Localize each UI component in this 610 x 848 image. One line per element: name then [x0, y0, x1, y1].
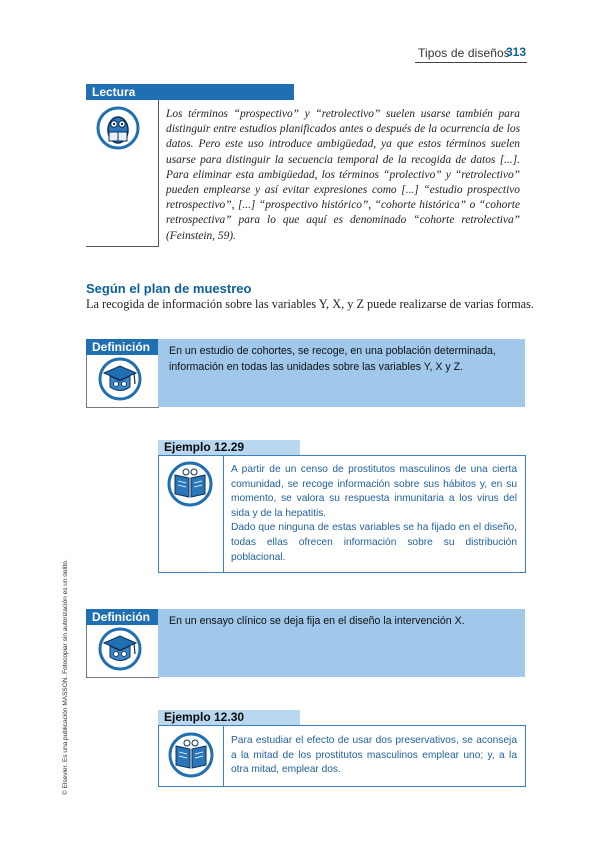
- lectura-label: Lectura: [86, 84, 294, 100]
- ejemplo-2-icon-column: [159, 726, 224, 786]
- open-book-character-icon: [167, 461, 213, 507]
- definicion-2-body: [158, 609, 525, 677]
- ejemplo-1-label: Ejemplo 12.29: [158, 440, 300, 455]
- ejemplo-1-icon-column: [159, 456, 224, 572]
- ejemplo-2-body: [158, 725, 526, 787]
- definicion-2-icon-column: [86, 625, 159, 678]
- ejemplo-2-text: Para estudiar el efecto de usar dos preservativos, se aconseja a la mitad de los prostitutos masculinos emplear uno; y, a la otra mitad, emplear dos.: [231, 735, 517, 776]
- definicion-1-text: En un estudio de cohortes, se recoge, en una población determinada, información en todas las unidades sobre las variables Y, X y Z.: [169, 345, 496, 373]
- definicion-1-icon-column: [86, 355, 159, 408]
- definicion-1-label: Definición: [86, 339, 158, 355]
- running-title: Tipos de diseños: [418, 46, 510, 60]
- graduation-cap-character-icon: [98, 627, 142, 671]
- lectura-icon-column: [86, 100, 159, 247]
- ejemplo-1-paragraph-2: Dado que ninguna de estas variables se ha fijado en el diseño, todas ellas ofrecen información sobre su distribución poblacional.: [231, 522, 517, 563]
- definicion-1-body: [158, 339, 525, 407]
- ejemplo-1-text: [231, 463, 517, 565]
- ejemplo-2-label: Ejemplo 12.30: [158, 710, 300, 725]
- ejemplo-1-body: [158, 455, 526, 573]
- ejemplo-1-paragraph-1: A partir de un censo de prostitutos masculinos de una cierta comunidad, se recoge información sobre sus hábitos y, en su momento, se valora su respuesta inmunitaria a los virus del sida y de la hepatitis.: [231, 464, 517, 519]
- section-heading: Según el plan de muestreo: [86, 281, 252, 296]
- page-number: 313: [506, 45, 527, 59]
- section-subtext: La recogida de información sobre las variables Y, X, y Z puede realizarse de varias formas.: [86, 297, 534, 311]
- graduation-cap-character-icon: [98, 357, 142, 401]
- definicion-2-text: En un ensayo clínico se deja fija en el diseño la intervención X.: [169, 615, 465, 627]
- header-rule: [415, 62, 527, 63]
- definicion-2-label: Definición: [86, 609, 158, 625]
- copyright-side-note: © Elsevier. Es una publicación MASSON. Fotocopiar sin autorización es un delito.: [62, 559, 69, 795]
- lectura-text: Los términos “prospectivo” y “retrolectivo” suelen usarse también para distinguir entre estudios planificados antes o después de la ocurrencia de los datos. Pero este uso introduce ambigüedad, ya que estos términos suelen usarse para distinguir la secuencia temporal de la recogida de datos [...]. Para eliminar esta ambigüedad, los términos “prolectivo” y “retrolectivo” pueden emplearse y así evitar expresiones como [...] “estudio prospectivo retrospectivo”, [...] “prospectivo histórico”, “cohorte histórica” o “cohorte retrospectiva” para lo que aquí es denominado “cohorte retrolectiva” (Feinstein, 59).: [166, 108, 520, 242]
- open-book-character-icon: [168, 732, 214, 778]
- reading-character-icon: [96, 106, 140, 150]
